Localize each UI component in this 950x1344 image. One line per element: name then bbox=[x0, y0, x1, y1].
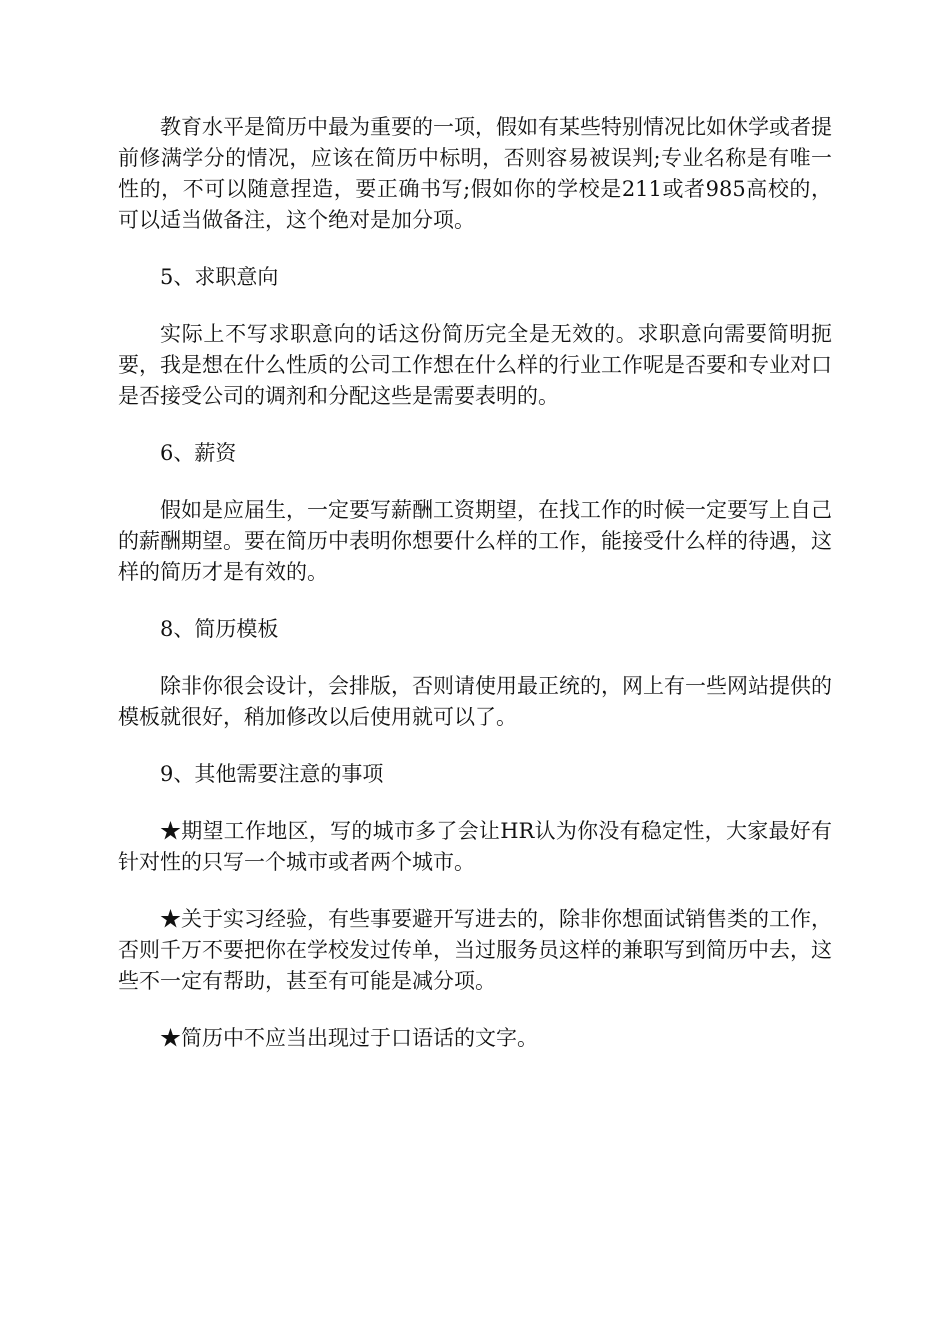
paragraph-job-intention: 实际上不写求职意向的话这份简历完全是无效的。求职意向需要简明扼要，我是想在什么性质的公司工作想在什么样的行业工作呢是否要和专业对口是否接受公司的调剂和分配这些是需要表明的。 bbox=[118, 322, 832, 408]
paragraph-note-location: ★期望工作地区，写的城市多了会让HR认为你没有稳定性，大家最好有针对性的只写一个城市或者两个城市。 bbox=[118, 819, 832, 874]
heading-salary: 6、薪资 bbox=[160, 441, 237, 465]
heading-resume-template: 8、简历模板 bbox=[160, 617, 279, 641]
paragraph-note-colloquial: ★简历中不应当出现过于口语话的文字。 bbox=[160, 1026, 538, 1050]
heading-job-intention: 5、求职意向 bbox=[160, 265, 279, 289]
paragraph-salary: 假如是应届生，一定要写薪酬工资期望，在找工作的时候一定要写上自己的薪酬期望。要在简历中表明你想要什么样的工作，能接受什么样的待遇，这样的简历才是有效的。 bbox=[118, 498, 832, 584]
heading-other-notes: 9、其他需要注意的事项 bbox=[160, 762, 384, 786]
paragraph-note-internship: ★关于实习经验，有些事要避开写进去的，除非你想面试销售类的工作，否则千万不要把你在学校发过传单，当过服务员这样的兼职写到简历中去，这些不一定有帮助，甚至有可能是减分项。 bbox=[118, 907, 832, 993]
paragraph-resume-template: 除非你很会设计，会排版，否则请使用最正统的，网上有一些网站提供的模板就很好，稍加修改以后使用就可以了。 bbox=[118, 674, 832, 729]
paragraph-education: 教育水平是简历中最为重要的一项，假如有某些特别情况比如休学或者提前修满学分的情况，应该在简历中标明，否则容易被误判;专业名称是有唯一性的，不可以随意捏造，要正确书写;假如你的学校是211或者985高校的，可以适当做备注，这个绝对是加分项。 bbox=[118, 115, 832, 232]
